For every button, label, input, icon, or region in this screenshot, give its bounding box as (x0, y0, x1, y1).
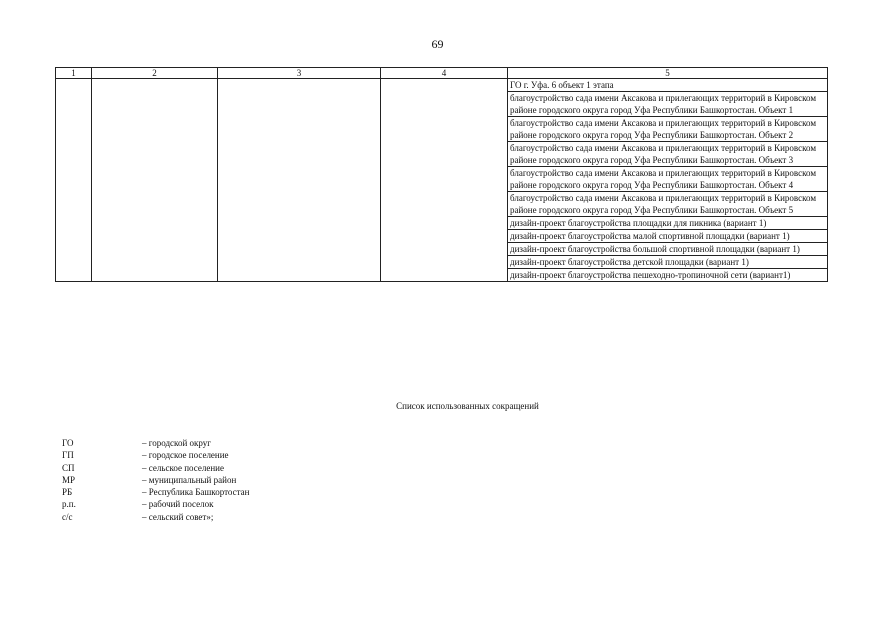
object-cell: дизайн-проект благоустройства большой спортивной площадки (вариант 1) (508, 243, 828, 256)
abbreviation-code: РБ (62, 487, 73, 498)
empty-cell-col-1 (56, 79, 92, 282)
abbreviation-definition: – Республика Башкортостан (142, 487, 250, 498)
empty-cell-col-2 (92, 79, 218, 282)
object-cell: дизайн-проект благоустройства площадки для пикника (вариант 1) (508, 217, 828, 230)
empty-cell-col-4 (381, 79, 508, 282)
abbreviation-code: МР (62, 474, 76, 485)
object-cell: дизайн-проект благоустройства пешеходно-тропиночной сети (вариант1) (508, 269, 828, 282)
object-cell: дизайн-проект благоустройства детской площадки (вариант 1) (508, 256, 828, 269)
abbreviation-definition: – рабочий поселок (142, 499, 214, 510)
object-cell: благоустройство сада имени Аксакова и прилегающих территорий в Кировском районе городского округа город Уфа Республики Башкортостан. Объект 4 (508, 167, 828, 192)
abbreviation-row (62, 462, 249, 474)
objects-table (55, 67, 828, 282)
page-number: 69 (431, 37, 444, 51)
abbreviation-row (62, 511, 249, 523)
abbreviation-code: СП (62, 462, 75, 473)
column-header-2: 2 (92, 68, 218, 79)
abbreviation-code: ГП (62, 450, 74, 461)
abbreviation-definition: – городской округ (142, 438, 211, 448)
column-header-3: 3 (218, 68, 381, 79)
column-header-5: 5 (508, 68, 828, 79)
table-row (56, 79, 828, 92)
object-cell: благоустройство сада имени Аксакова и прилегающих территорий в Кировском районе городского округа город Уфа Республики Башкортостан. Объект 1 (508, 92, 828, 117)
abbreviations-list (62, 437, 249, 523)
abbreviation-definition: – сельский совет»; (142, 511, 214, 522)
abbreviation-row (62, 474, 249, 486)
abbreviation-row (62, 498, 249, 510)
object-cell: ГО г. Уфа. 6 объект 1 этапа (508, 79, 828, 92)
abbreviation-definition: – городское поселение (142, 450, 229, 461)
object-cell: дизайн-проект благоустройства малой спортивной площадки (вариант 1) (508, 230, 828, 243)
abbreviation-code: р.п. (62, 499, 76, 510)
object-cell: благоустройство сада имени Аксакова и прилегающих территорий в Кировском районе городского округа город Уфа Республики Башкортостан. Объект 2 (508, 117, 828, 142)
abbreviation-row (62, 486, 249, 498)
object-cell: благоустройство сада имени Аксакова и прилегающих территорий в Кировском районе городского округа город Уфа Республики Башкортостан. Объект 5 (508, 192, 828, 217)
abbreviation-code: ГО (62, 438, 74, 448)
object-cell: благоустройство сада имени Аксакова и прилегающих территорий в Кировском районе городского округа город Уфа Республики Башкортостан. Объект 3 (508, 142, 828, 167)
abbreviation-row (62, 449, 249, 461)
column-header-4: 4 (381, 68, 508, 79)
abbreviation-definition: – муниципальный район (142, 474, 237, 485)
abbreviations-heading: Список использованных сокращений (396, 401, 539, 411)
abbreviation-definition: – сельское поселение (142, 462, 224, 473)
empty-cell-col-3 (218, 79, 381, 282)
abbreviation-row (62, 437, 249, 449)
column-header-1: 1 (56, 68, 92, 79)
table-header-row (56, 68, 828, 79)
abbreviation-code: с/с (62, 511, 73, 522)
